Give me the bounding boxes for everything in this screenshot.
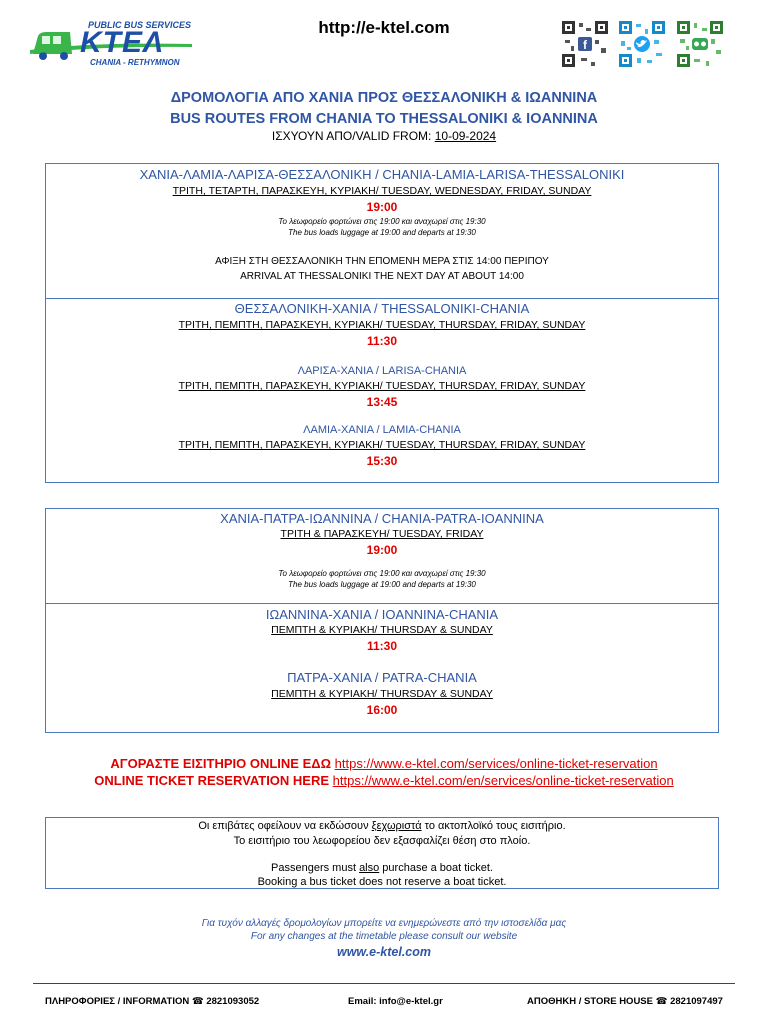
title-greek: ΔΡΟΜΟΛΟΓΙΑ ΑΠΟ ΧΑΝΙΑ ΠΡΟΣ ΘΕΣΣΑΛΟΝΙΚΗ & ΙΩΑΝΝΙΝΑ <box>170 90 598 106</box>
departure-time: 16:00 <box>366 703 398 717</box>
route-days-text: ΤΡΙΤΗ, ΤΕΤΑΡΤΗ, ΠΑΡΑΣΚΕΥΗ, ΚΥΡΙΑΚΗ/ TUESDAY, WEDNESDAY, FRIDAY, SUNDAY <box>172 185 592 197</box>
facebook-qr-icon[interactable] <box>561 20 609 68</box>
route-thessaloniki-chania: ΘΕΣΣΑΛΟΝΙΚΗ-ΧΑΝΙΑ / THESSALONIKI-CHANIA <box>234 301 530 316</box>
departure-time: 15:30 <box>366 454 398 468</box>
route-ioannina-chania: ΙΩΑΝΝΙΝΑ-ΧΑΝΙΑ / IOANNINA-CHANIA <box>265 607 499 622</box>
departure-time: 19:00 <box>366 200 398 214</box>
tripadvisor-qr-icon[interactable] <box>676 20 724 68</box>
online-label-english: ONLINE TICKET RESERVATION HERE <box>94 773 330 788</box>
footer-note-english: For any changes at the timetable please consult our website <box>250 931 518 942</box>
route-chania-thessaloniki: ΧΑΝΙΑ-ΛΑΜΙΑ-ΛΑΡΙΣΑ-ΘΕΣΣΑΛΟΝΙΚΗ / CHANIA-LAMIA-LARISA-THESSALONIKI <box>139 167 625 182</box>
box-divider <box>45 298 719 299</box>
luggage-note-greek: Το λεωφορείο φορτώνει στις 19:00 και αναχωρεί στις 19:30 <box>278 217 486 226</box>
departure-time: 13:45 <box>366 395 398 409</box>
luggage-note-greek: Το λεωφορείο φορτώνει στις 19:00 και αναχωρεί στις 19:30 <box>278 569 486 578</box>
footer-store-phone: ΑΠΟΘΗΚΗ / STORE HOUSE ☎ 2821097497 <box>527 996 723 1007</box>
valid-from-label: ΙΣΧΥΟΥΝ ΑΠΟ/VALID FROM: <box>271 129 435 143</box>
footer-note-greek: Για τυχόν αλλαγές δρομολογίων μπορείτε να ενημερώνεστε από την ιστοσελίδα μας <box>201 918 567 929</box>
route-days <box>45 439 719 451</box>
notice-greek-line2: Το εισιτήριο του λεωφορείου δεν εξασφαλίζει θέση στο πλοίο. <box>233 835 531 847</box>
online-link-english[interactable]: https://www.e-ktel.com/en/services/online-ticket-reservation <box>332 773 674 788</box>
logo-region: CHANIA - RETHYMNON <box>90 58 180 67</box>
title-english: BUS ROUTES FROM CHANIA TO THESSALONIKI & IOANNINA <box>170 111 598 127</box>
site-url[interactable]: http://e-ktel.com <box>318 18 450 37</box>
departure-time: 11:30 <box>366 334 398 348</box>
arrival-note-english: ARRIVAL AT THESSALONIKI THE NEXT DAY AT ABOUT 14:00 <box>240 271 524 282</box>
logo-tagline: PUBLIC BUS SERVICES <box>88 20 192 30</box>
route-days <box>45 624 719 636</box>
notice-greek-line1: Οι επιβάτες οφείλουν να εκδώσουν ξεχωριστά το ακτοπλοϊκό τους εισιτήριο. <box>198 820 566 832</box>
route-larisa-chania: ΛΑΡΙΣΑ-ΧΑΝΙΑ / LARISA-CHANIA <box>297 365 467 377</box>
departure-time: 19:00 <box>366 543 398 557</box>
online-ticket-greek <box>0 756 768 771</box>
luggage-note-english: The bus loads luggage at 19:00 and departs at 19:30 <box>288 580 476 589</box>
route-days-text: ΤΡΙΤΗ, ΠΕΜΠΤΗ, ΠΑΡΑΣΚΕΥΗ, ΚΥΡΙΑΚΗ/ TUESDAY, THURSDAY, FRIDAY, SUNDAY <box>178 380 586 392</box>
route-days-text: ΠΕΜΠΤΗ & ΚΥΡΙΑΚΗ/ THURSDAY & SUNDAY <box>271 688 493 700</box>
luggage-note-english: The bus loads luggage at 19:00 and departs at 19:30 <box>288 228 476 237</box>
route-days-text: ΤΡΙΤΗ, ΠΕΜΠΤΗ, ΠΑΡΑΣΚΕΥΗ, ΚΥΡΙΑΚΗ/ TUESDAY, THURSDAY, FRIDAY, SUNDAY <box>178 319 586 331</box>
valid-from-date: 10-09-2024 <box>434 129 497 143</box>
route-days <box>45 319 719 331</box>
route-lamia-chania: ΛΑΜΙΑ-ΧΑΝΙΑ / LAMIA-CHANIA <box>303 424 461 436</box>
route-days <box>45 528 719 540</box>
route-days <box>45 688 719 700</box>
online-link-greek[interactable]: https://www.e-ktel.com/services/online-ticket-reservation <box>334 756 658 771</box>
arrival-note-greek: ΑΦΙΞΗ ΣΤΗ ΘΕΣΣΑΛΟΝΙΚΗ ΤΗΝ ΕΠΟΜΕΝΗ ΜΕΡΑ ΣΤΙΣ 14:00 ΠΕΡΙΠΟΥ <box>215 256 549 267</box>
footer-divider <box>33 983 735 984</box>
notice-english-line1: Passengers must also purchase a boat ticket. <box>271 862 493 874</box>
departure-time: 11:30 <box>366 639 398 653</box>
twitter-qr-icon[interactable] <box>618 20 666 68</box>
notice-english-line2: Booking a bus ticket does not reserve a boat ticket. <box>257 876 507 888</box>
route-days-text: ΤΡΙΤΗ & ΠΑΡΑΣΚΕΥΗ/ TUESDAY, FRIDAY <box>280 528 484 540</box>
footer-info-phone: ΠΛΗΡΟΦΟΡΙΕΣ / INFORMATION ☎ 2821093052 <box>45 996 260 1007</box>
route-days-text: ΤΡΙΤΗ, ΠΕΜΠΤΗ, ΠΑΡΑΣΚΕΥΗ, ΚΥΡΙΑΚΗ/ TUESDAY, THURSDAY, FRIDAY, SUNDAY <box>178 439 586 451</box>
footer-email[interactable]: Email: info@e-ktel.gr <box>348 996 443 1007</box>
box-divider <box>45 603 719 604</box>
footer-website[interactable]: www.e-ktel.com <box>336 945 431 959</box>
route-chania-ioannina: ΧΑΝΙΑ-ΠΑΤΡΑ-ΙΩΑΝΝΙΝΑ / CHANIA-PATRA-IOANNINA <box>220 511 544 526</box>
route-patra-chania: ΠΑΤΡΑ-ΧΑΝΙΑ / PATRA-CHANIA <box>287 670 477 685</box>
online-ticket-english <box>0 773 768 788</box>
route-days <box>45 380 719 392</box>
svg-text:f: f <box>583 38 587 52</box>
route-days <box>45 185 719 197</box>
valid-from <box>0 129 768 143</box>
logo-brand: KTEΛ <box>80 26 165 59</box>
route-days-text: ΠΕΜΠΤΗ & ΚΥΡΙΑΚΗ/ THURSDAY & SUNDAY <box>271 624 493 636</box>
online-label-greek: ΑΓΟΡΑΣΤΕ ΕΙΣΙΤΗΡΙΟ ONLINE ΕΔΩ <box>110 756 332 771</box>
